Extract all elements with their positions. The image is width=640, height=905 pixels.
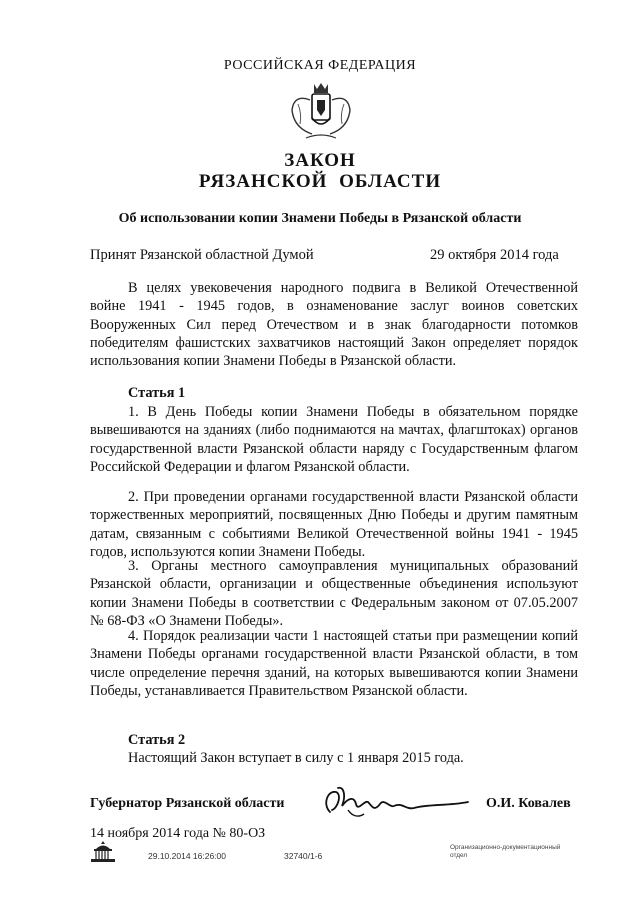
- country-name: РОССИЙСКАЯ ФЕДЕРАЦИЯ: [223, 58, 417, 73]
- article-1-part-2: 2. При проведении органами государственной власти Рязанской области торжественных мероприятий, посвященных Дню Победы и другим памятным датам, связанным с событиями Великой Отечественной войны 1941 - 1945 годов, используются копии Знамени Победы.: [90, 489, 578, 560]
- law-title: ЗАКОН: [284, 150, 356, 171]
- article-1-part-4: 4. Порядок реализации части 1 настоящей статьи при размещении копий Знамени Победы органами государственной власти Рязанской области, в том числе определение перечня зданий, на которых вывешиваются копии Знамени Победы, устанавливается Правительством Рязанской области.: [90, 628, 578, 699]
- adoption-date: 29 октября 2014 года: [430, 247, 559, 263]
- article-1-part-1: 1. В День Победы копии Знамени Победы в обязательном порядке вывешиваются на зданиях (либо поднимаются на мачтах, флагштоках) органов государственной власти Рязанской области наряду с Государственным флагом Российской Федерации и флагом Рязанской области.: [90, 404, 578, 475]
- coat-of-arms-icon: [288, 80, 354, 142]
- registration-timestamp: 29.10.2014 16:26:00: [148, 851, 226, 861]
- document-date-number: 14 ноября 2014 года № 80-ОЗ: [90, 826, 266, 841]
- handwritten-signature: [318, 782, 478, 822]
- signer-name: О.И. Ковалев: [486, 796, 571, 811]
- department-label: [450, 844, 560, 860]
- article-2-part-1: Настоящий Закон вступает в силу с 1 января 2015 года.: [128, 750, 464, 766]
- department-line-1: Организационно-документационный: [450, 844, 561, 851]
- article-1-heading: Статья 1: [128, 385, 186, 401]
- region-title: РЯЗАНСКОЙ ОБЛАСТИ: [198, 171, 442, 192]
- duma-building-stamp-icon: [88, 840, 118, 864]
- law-subject: Об использовании копии Знамени Победы в Рязанской области: [118, 211, 522, 226]
- article-2-heading: Статья 2: [128, 732, 186, 748]
- registration-code: 32740/1-6: [284, 851, 323, 861]
- adopted-by: Принят Рязанской областной Думой: [90, 247, 314, 263]
- article-1-part-3: 3. Органы местного самоуправления муниципальных образований Рязанской области, организации и общественные объединения используют копии Знамени Победы в соответствии с Федеральным законом от 07.05.2007 № 68-ФЗ «О Знамени Победы».: [90, 558, 578, 629]
- department-line-2: отдел: [450, 852, 468, 859]
- signer-role: Губернатор Рязанской области: [90, 796, 285, 811]
- preamble: В целях увековечения народного подвига в Великой Отечественной войне 1941 - 1945 годов, в ознаменование заслуг воинов советских Вооруженных Сил перед Отечеством и в знак благодарности потомков победителям фашистских захватчиков настоящий Закон определяет порядок использования копии Знамени Победы в Рязанской области.: [90, 280, 578, 370]
